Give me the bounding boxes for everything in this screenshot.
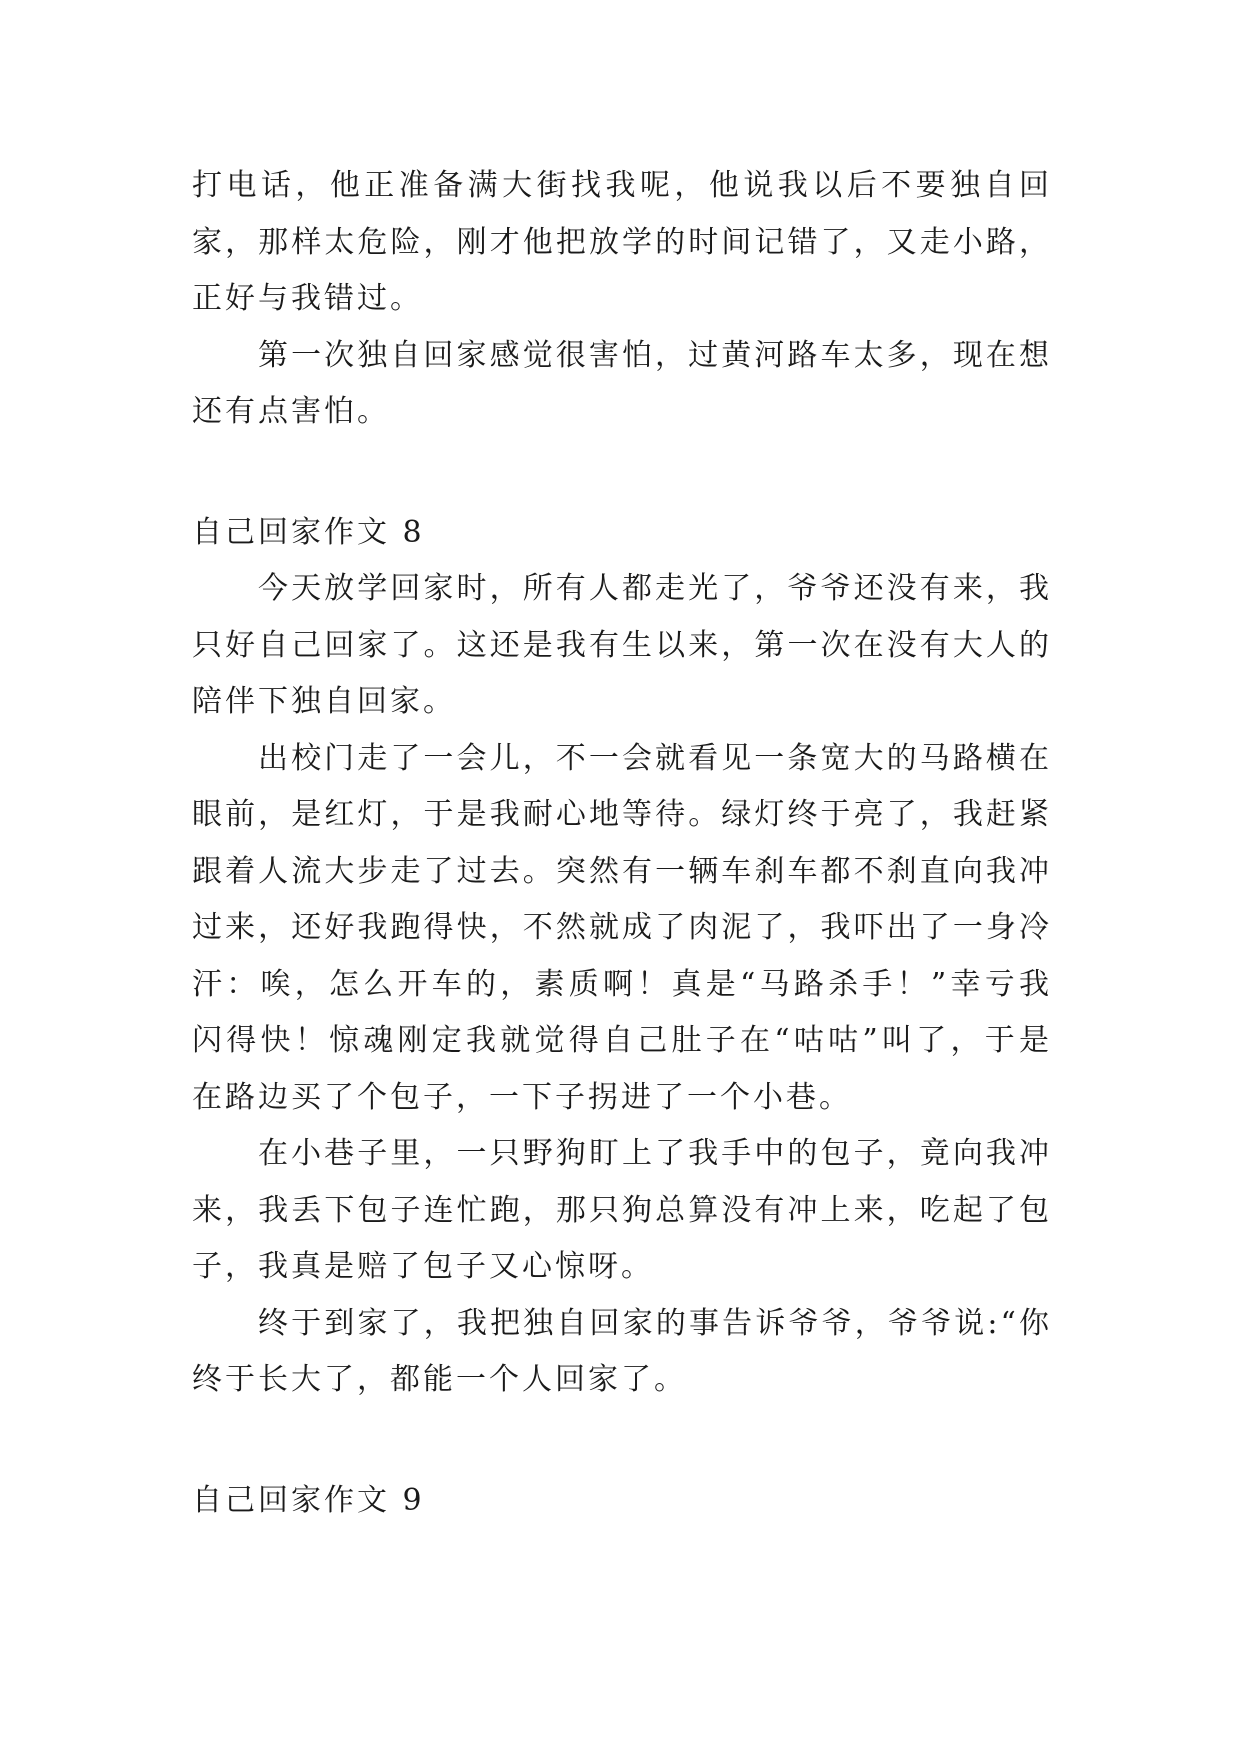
- section-spacer: [192, 441, 1052, 505]
- section-heading-9: 自己回家作文 9: [192, 1482, 425, 1518]
- paragraph: 出校门走了一会儿，不一会就看见一条宽大的马路横在眼前，是红灯，于是我耐心地等待。绿灯终于亮了，我赶紧跟着人流大步走了过去。突然有一辆车刹车都不刹直向我冲过来，还好我跑得快，不然就成了肉泥了，我吓出了一身冷汗：唉，怎么开车的，素质啊！真是“马路杀手！”幸亏我闪得快！惊魂刚定我就觉得自己肚子在“咕咕”叫了，于是在路边买了个包子，一下子拐进了一个小巷。: [192, 740, 1052, 1115]
- section-spacer: [192, 1409, 1052, 1473]
- paragraph: 在小巷子里，一只野狗盯上了我手中的包子，竟向我冲来，我丢下包子连忙跑，那只狗总算没有冲上来，吃起了包子，我真是赔了包子又心惊呀。: [192, 1136, 1052, 1284]
- document-body: [192, 158, 1052, 1529]
- paragraph: 第一次独自回家感觉很害怕，过黄河路车太多，现在想还有点害怕。: [192, 337, 1052, 429]
- paragraph: 今天放学回家时，所有人都走光了，爷爷还没有来，我只好自己回家了。这还是我有生以来，第一次在没有大人的陪伴下独自回家。: [192, 571, 1052, 719]
- paragraph: 终于到家了，我把独自回家的事告诉爷爷，爷爷说:“你终于长大了，都能一个人回家了。: [192, 1305, 1052, 1397]
- section-heading-8: 自己回家作文 8: [192, 514, 425, 550]
- paragraph-continued: 打电话，他正准备满大街找我呢，他说我以后不要独自回家，那样太危险，刚才他把放学的时间记错了，又走小路，正好与我错过。: [192, 168, 1052, 316]
